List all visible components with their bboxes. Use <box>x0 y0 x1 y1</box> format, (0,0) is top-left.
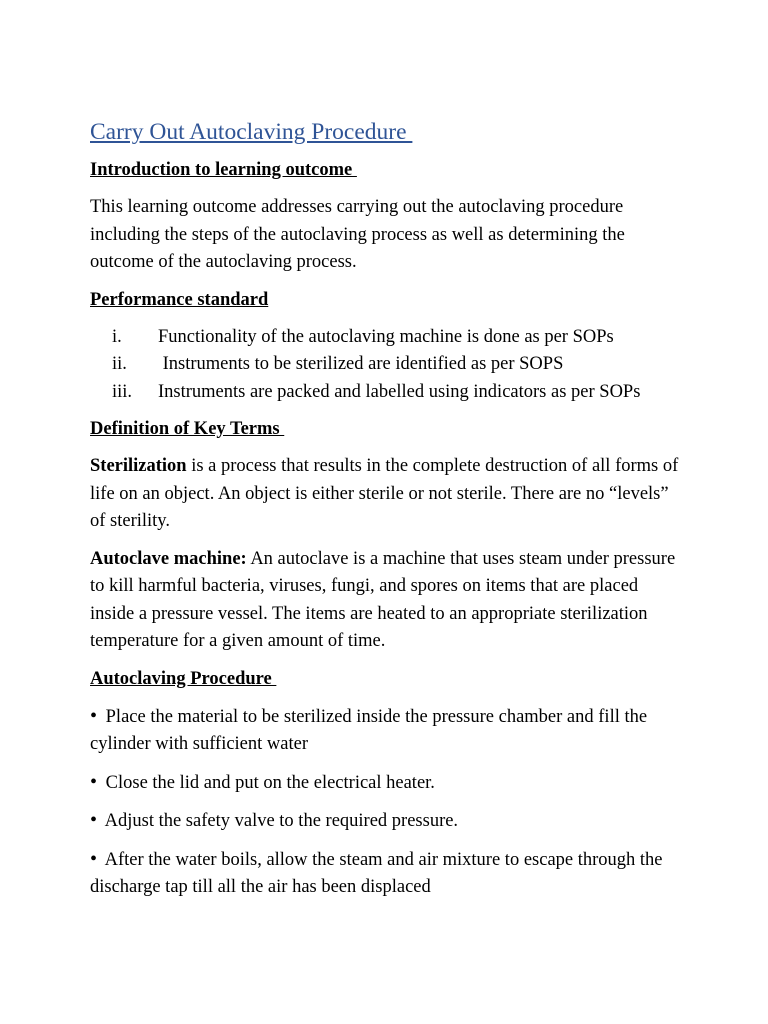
step-text: Adjust the safety valve to the required pressure. <box>101 811 459 831</box>
definition-sterilization <box>90 453 680 536</box>
intro-paragraph: This learning outcome addresses carrying out the autoclaving procedure including the steps of the autoclaving process as well as determining the outcome of the autoclaving process. <box>90 197 625 272</box>
performance-heading: Performance standard <box>90 289 269 310</box>
item-number: ii. <box>112 354 127 374</box>
step-text: After the water boils, allow the steam and air mixture to escape through the discharge tap till all the air has been displaced <box>90 849 663 897</box>
bullet-icon: • <box>90 847 98 870</box>
term-definition: is a process that results in the complete destruction of all forms of life on an object. An object is either sterile or not sterile. There are no “levels” of sterility. <box>90 456 679 531</box>
item-text: Instruments to be sterilized are identified as per SOPS <box>158 354 564 374</box>
procedure-step <box>90 807 680 836</box>
performance-item <box>90 324 680 352</box>
procedure-step <box>90 769 680 798</box>
document-content <box>90 116 680 912</box>
procedure-step <box>90 846 680 902</box>
bullet-icon: • <box>90 770 98 793</box>
term-definition: An autoclave is a machine that uses steam under pressure to kill harmful bacteria, viruses, fungi, and spores on items that are placed inside a pressure vessel. The items are heated to an appropriate sterilization temperature for a given amount of time. <box>90 548 676 651</box>
item-number: iii. <box>112 381 133 402</box>
item-text: Functionality of the autoclaving machine is done as per SOPs <box>158 326 614 347</box>
procedure-heading: Autoclaving Procedure <box>90 668 277 689</box>
performance-list <box>90 324 680 407</box>
bullet-icon: • <box>90 809 98 831</box>
item-text: Instruments are packed and labelled using indicators as per SOPs <box>158 381 641 402</box>
procedure-step <box>90 703 680 759</box>
document-title: Carry Out Autoclaving Procedure <box>90 119 413 145</box>
step-text: Close the lid and put on the electrical heater. <box>101 772 435 793</box>
performance-item <box>90 379 680 407</box>
performance-item <box>90 351 680 379</box>
term-label: Autoclave machine: <box>90 548 247 569</box>
item-number: i. <box>112 326 122 347</box>
bullet-icon: • <box>90 704 98 727</box>
definition-autoclave <box>90 546 680 656</box>
intro-heading: Introduction to learning outcome <box>90 160 357 180</box>
definitions-heading: Definition of Key Terms <box>90 419 285 439</box>
step-text: Place the material to be sterilized inside the pressure chamber and fill the cylinder with sufficient water <box>90 706 648 754</box>
term-label: Sterilization <box>90 456 187 476</box>
